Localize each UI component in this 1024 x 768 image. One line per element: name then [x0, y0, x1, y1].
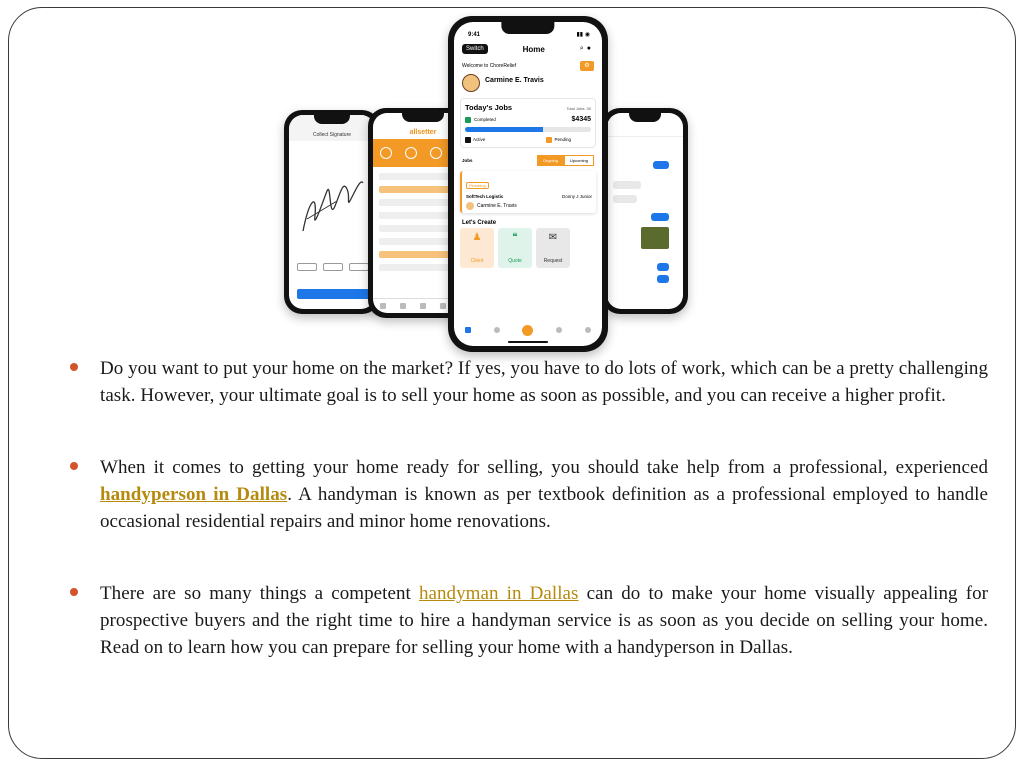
bullet-2-text-after: . A handyman is known as per textbook definition as a professional employed to handle occasional residential repairs and minor home renovations.	[100, 484, 988, 532]
bottom-nav	[454, 322, 602, 338]
bullet-1-text: Do you want to put your home on the market? If yes, you have to do lots of work, which can be a pretty challenging task. However, your ultimate goal is to sell your home as soon as possible, and you can receive a higher profit.	[100, 358, 988, 406]
bullet-1	[70, 355, 988, 409]
bullet-2-text-before: When it comes to getting your home ready for selling, you should take help from a professional, experienced	[100, 457, 988, 478]
bullet-3-text-after: can do to make your home visually appealing for prospective buyers and the right time to hire a handyman service is as soon as you decide on selling your home. Read on to learn how you can prepare for selling your home with a handyperson in Dallas.	[100, 583, 989, 658]
tab-ongoing: Ongoing	[537, 155, 564, 166]
handyman-dallas-link[interactable]: handyman in Dallas	[418, 583, 579, 604]
job-company: SoftTech Logistic	[466, 194, 504, 199]
status-icons: ▮▮ ◉	[576, 32, 590, 38]
tile-request: ✉ Request	[536, 228, 570, 268]
tile-client: ♟ Client	[460, 228, 494, 268]
total-jobs: Total Jobs: 30	[566, 106, 591, 111]
app-home-title: Home	[522, 44, 545, 54]
bullet-dot	[70, 462, 78, 470]
gear-icon: ⚙	[580, 61, 594, 71]
active-label: Active	[473, 137, 486, 143]
lets-create-title: Let's Create	[462, 220, 497, 226]
switch-button: Switch	[462, 44, 488, 54]
bullet-dot	[70, 588, 78, 596]
jobs-amount: $4345	[571, 116, 591, 123]
bullet-2	[70, 454, 988, 535]
bullet-list	[70, 355, 988, 661]
job-tag: Plumbing	[466, 182, 489, 189]
app-phones-image	[284, 16, 688, 352]
welcome-text: Welcome to ChoreRelief	[462, 63, 517, 69]
signature-submit-button	[297, 289, 373, 299]
chat-phone	[602, 108, 688, 314]
job-contact: Donny J Junior	[561, 194, 592, 199]
avatar	[462, 74, 480, 92]
todays-jobs-card	[460, 98, 596, 148]
signature-phone	[284, 110, 380, 314]
tab-upcoming: Upcoming	[564, 155, 594, 166]
pending-label: Pending	[554, 137, 571, 143]
jobs-label: Jobs	[462, 158, 473, 163]
job-person: Carmine E. Travis	[477, 203, 517, 209]
search-bell-icons: ⌕●	[579, 45, 594, 52]
signature-header: Collect Signature	[289, 115, 375, 141]
completed-label: Completed	[474, 116, 496, 122]
signature-drawing	[297, 161, 369, 241]
app-logo: allsetter	[409, 129, 437, 136]
bullet-3-text-before: There are so many things a competent	[100, 583, 419, 604]
handyperson-dallas-link[interactable]: handyperson in Dallas	[100, 484, 288, 505]
todays-jobs-title: Today's Jobs	[465, 103, 513, 112]
bullet-3	[70, 580, 988, 661]
job-card	[460, 171, 596, 213]
main-home-phone	[448, 16, 608, 352]
jobs-progress-bar	[465, 127, 591, 132]
bullet-dot	[70, 363, 78, 371]
status-time: 9:41	[468, 32, 481, 38]
tile-quote: ❝ Quote	[498, 228, 532, 268]
user-name: Carmine E. Travis	[485, 77, 544, 84]
